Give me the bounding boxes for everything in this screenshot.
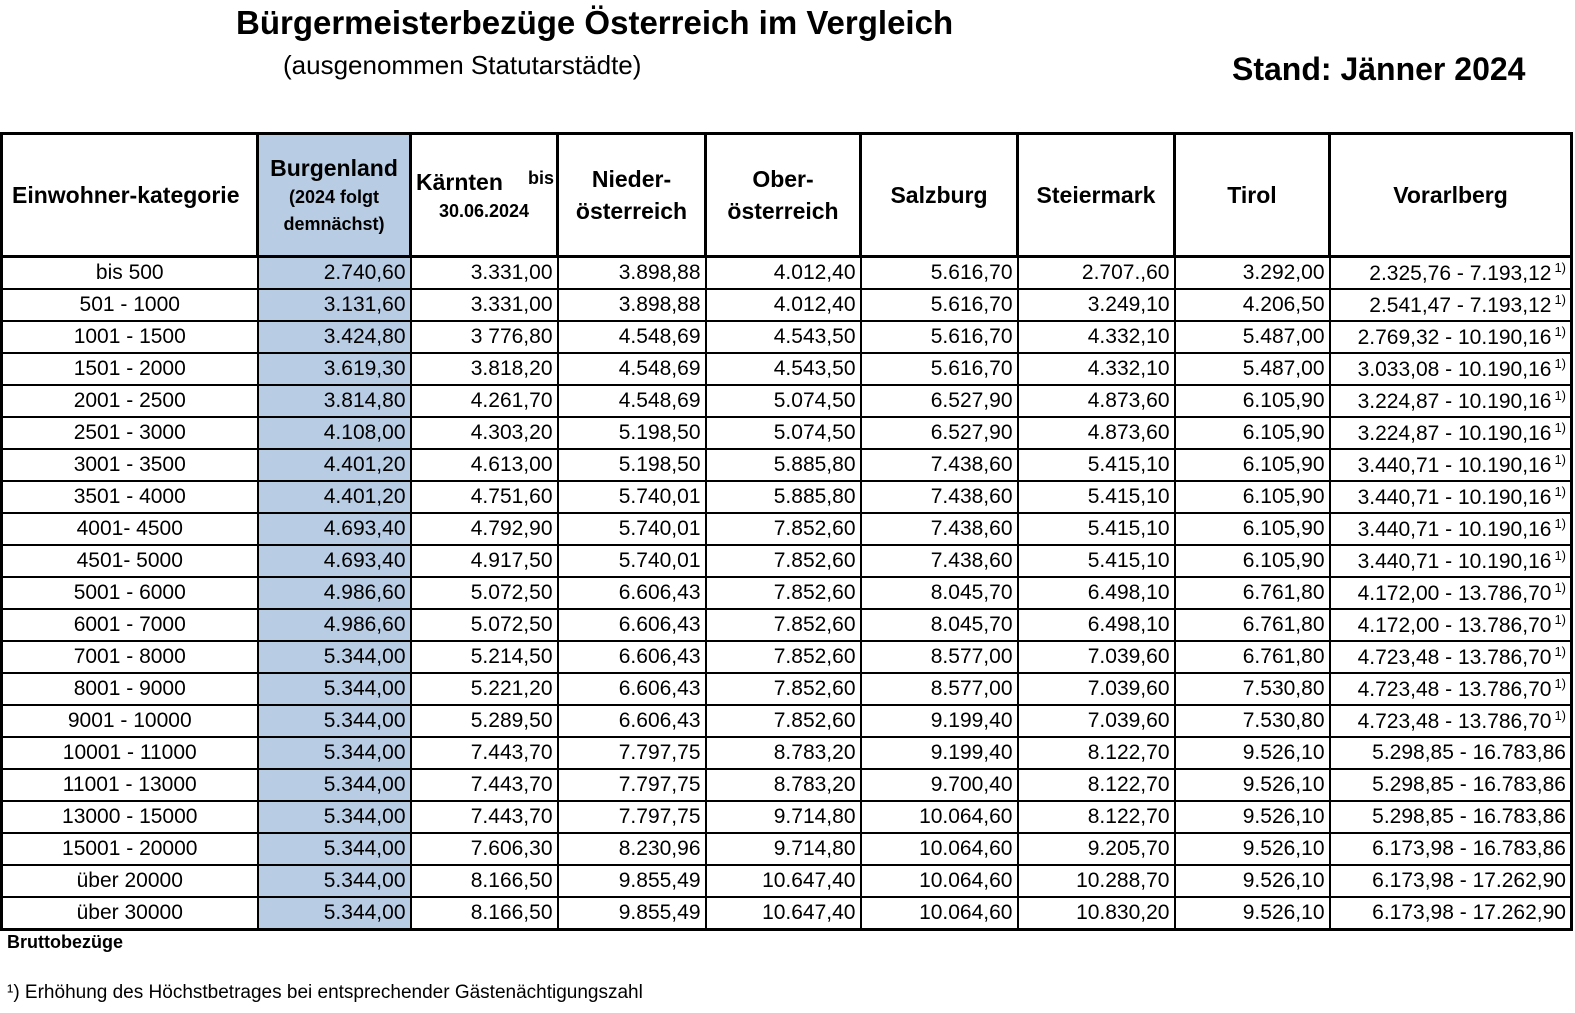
cell-tirol: 6.761,80 — [1175, 609, 1330, 641]
header-vorarlberg: Vorarlberg — [1330, 134, 1572, 257]
table-row — [2, 673, 1572, 705]
table-row — [2, 481, 1572, 513]
cell-burgenland: 3.619,30 — [258, 353, 411, 385]
cell-niederoesterreich: 3.898,88 — [558, 289, 706, 321]
cell-tirol: 5.487,00 — [1175, 353, 1330, 385]
cell-oberoesterreich: 7.852,60 — [706, 513, 861, 545]
cell-kaernten: 3.331,00 — [411, 257, 558, 290]
cell-tirol: 4.206,50 — [1175, 289, 1330, 321]
cell-vorarlberg: 3.440,71 - 10.190,16 $^{1)}$ — [1330, 545, 1572, 577]
cell-burgenland: 4.693,40 — [258, 545, 411, 577]
header-niederoesterreich: Nieder- österreich — [558, 134, 706, 257]
cell-salzburg: 8.045,70 — [861, 609, 1018, 641]
cell-salzburg: 5.616,70 — [861, 321, 1018, 353]
cell-oberoesterreich: 9.714,80 — [706, 833, 861, 865]
cell-salzburg: 6.527,90 — [861, 385, 1018, 417]
cell-burgenland: 3.131,60 — [258, 289, 411, 321]
cell-burgenland: 3.424,80 — [258, 321, 411, 353]
cell-tirol: 9.526,10 — [1175, 833, 1330, 865]
page-subtitle: (ausgenommen Statutarstädte) — [283, 50, 642, 80]
cell-oberoesterreich: 7.852,60 — [706, 545, 861, 577]
page-title: Bürgermeisterbezüge Österreich im Vergleich — [236, 4, 954, 41]
cell-category: 7001 - 8000 — [2, 641, 258, 673]
cell-kaernten: 4.261,70 — [411, 385, 558, 417]
cell-category: 9001 - 10000 — [2, 705, 258, 737]
cell-salzburg: 7.438,60 — [861, 481, 1018, 513]
cell-burgenland: 4.401,20 — [258, 481, 411, 513]
cell-steiermark: 9.205,70 — [1018, 833, 1175, 865]
table-row — [2, 609, 1572, 641]
cell-steiermark: 7.039,60 — [1018, 673, 1175, 705]
cell-tirol: 5.487,00 — [1175, 321, 1330, 353]
cell-steiermark: 8.122,70 — [1018, 769, 1175, 801]
cell-burgenland: 5.344,00 — [258, 833, 411, 865]
footnote-marker: 1) — [1554, 420, 1566, 435]
cell-category: 501 - 1000 — [2, 289, 258, 321]
cell-tirol: 6.105,90 — [1175, 545, 1330, 577]
cell-oberoesterreich: 4.543,50 — [706, 321, 861, 353]
cell-tirol: 7.530,80 — [1175, 673, 1330, 705]
cell-steiermark: 5.415,10 — [1018, 449, 1175, 481]
cell-category: bis 500 — [2, 257, 258, 290]
table-row — [2, 769, 1572, 801]
cell-steiermark: 3.249,10 — [1018, 289, 1175, 321]
cell-burgenland: 5.344,00 — [258, 801, 411, 833]
cell-kaernten: 3.331,00 — [411, 289, 558, 321]
cell-niederoesterreich: 5.198,50 — [558, 417, 706, 449]
header-oberoesterreich: Ober- österreich — [706, 134, 861, 257]
cell-niederoesterreich: 5.740,01 — [558, 481, 706, 513]
cell-tirol: 6.105,90 — [1175, 385, 1330, 417]
cell-niederoesterreich: 9.855,49 — [558, 897, 706, 930]
cell-vorarlberg: 3.440,71 - 10.190,16 $^{1)}$ — [1330, 513, 1572, 545]
table-row — [2, 449, 1572, 481]
table-row — [2, 833, 1572, 865]
cell-salzburg: 7.438,60 — [861, 513, 1018, 545]
cell-oberoesterreich: 8.783,20 — [706, 769, 861, 801]
cell-salzburg: 10.064,60 — [861, 897, 1018, 930]
cell-oberoesterreich: 4.543,50 — [706, 353, 861, 385]
cell-burgenland: 2.740,60 — [258, 257, 411, 290]
cell-burgenland: 5.344,00 — [258, 897, 411, 930]
cell-vorarlberg: 4.723,48 - 13.786,70 $^{1)}$ — [1330, 673, 1572, 705]
cell-niederoesterreich: 3.898,88 — [558, 257, 706, 290]
footnote: ¹) Erhöhung des Höchstbetrages bei entsprechender Gästenächtigungszahl — [7, 982, 643, 1003]
table-row — [2, 417, 1572, 449]
cell-steiermark: 8.122,70 — [1018, 801, 1175, 833]
cell-steiermark: 6.498,10 — [1018, 609, 1175, 641]
table-row — [2, 705, 1572, 737]
table-row — [2, 289, 1572, 321]
cell-steiermark: 7.039,60 — [1018, 641, 1175, 673]
cell-oberoesterreich: 5.885,80 — [706, 481, 861, 513]
cell-burgenland: 4.986,60 — [258, 609, 411, 641]
cell-steiermark: 5.415,10 — [1018, 545, 1175, 577]
table-row — [2, 641, 1572, 673]
cell-kaernten: 4.751,60 — [411, 481, 558, 513]
cell-burgenland: 4.401,20 — [258, 449, 411, 481]
cell-kaernten: 3 776,80 — [411, 321, 558, 353]
cell-burgenland: 5.344,00 — [258, 865, 411, 897]
cell-oberoesterreich: 8.783,20 — [706, 737, 861, 769]
cell-vorarlberg: 2.769,32 - 10.190,16 $^{1)}$ — [1330, 321, 1572, 353]
cell-steiermark: 2.707.,60 — [1018, 257, 1175, 290]
cell-steiermark: 5.415,10 — [1018, 481, 1175, 513]
cell-kaernten: 5.221,20 — [411, 673, 558, 705]
footnote-marker: 1) — [1554, 676, 1566, 691]
cell-tirol: 6.105,90 — [1175, 513, 1330, 545]
cell-vorarlberg: 5.298,85 - 16.783,86 — [1330, 801, 1572, 833]
cell-vorarlberg: 5.298,85 - 16.783,86 — [1330, 737, 1572, 769]
cell-salzburg: 10.064,60 — [861, 833, 1018, 865]
table-body — [2, 257, 1572, 930]
cell-niederoesterreich: 5.740,01 — [558, 545, 706, 577]
cell-burgenland: 5.344,00 — [258, 769, 411, 801]
cell-salzburg: 8.577,00 — [861, 673, 1018, 705]
cell-category: 6001 - 7000 — [2, 609, 258, 641]
cell-salzburg: 5.616,70 — [861, 257, 1018, 290]
cell-vorarlberg: 3.033,08 - 10.190,16 $^{1)}$ — [1330, 353, 1572, 385]
cell-burgenland: 5.344,00 — [258, 641, 411, 673]
footnote-marker: 1) — [1554, 484, 1566, 499]
cell-burgenland: 5.344,00 — [258, 737, 411, 769]
cell-oberoesterreich: 9.714,80 — [706, 801, 861, 833]
table-row — [2, 737, 1572, 769]
cell-oberoesterreich: 7.852,60 — [706, 577, 861, 609]
cell-niederoesterreich: 6.606,43 — [558, 577, 706, 609]
table-row — [2, 321, 1572, 353]
footnote-marker: 1) — [1554, 708, 1566, 723]
cell-niederoesterreich: 7.797,75 — [558, 737, 706, 769]
cell-burgenland: 4.986,60 — [258, 577, 411, 609]
cell-vorarlberg: 4.172,00 - 13.786,70 $^{1)}$ — [1330, 577, 1572, 609]
cell-category: 3501 - 4000 — [2, 481, 258, 513]
cell-niederoesterreich: 4.548,69 — [558, 321, 706, 353]
table-row — [2, 257, 1572, 290]
cell-kaernten: 7.443,70 — [411, 801, 558, 833]
footnote-marker: 1) — [1554, 292, 1566, 307]
cell-oberoesterreich: 7.852,60 — [706, 641, 861, 673]
cell-category: über 20000 — [2, 865, 258, 897]
cell-tirol: 9.526,10 — [1175, 737, 1330, 769]
cell-burgenland: 5.344,00 — [258, 705, 411, 737]
cell-kaernten: 4.917,50 — [411, 545, 558, 577]
header-category: Einwohner-kategorie — [2, 134, 258, 257]
salary-table — [0, 132, 1573, 931]
cell-salzburg: 9.199,40 — [861, 737, 1018, 769]
cell-steiermark: 10.830,20 — [1018, 897, 1175, 930]
cell-niederoesterreich: 6.606,43 — [558, 609, 706, 641]
cell-salzburg: 10.064,60 — [861, 865, 1018, 897]
cell-tirol: 9.526,10 — [1175, 897, 1330, 930]
cell-category: 11001 - 13000 — [2, 769, 258, 801]
cell-niederoesterreich: 6.606,43 — [558, 673, 706, 705]
cell-niederoesterreich: 8.230,96 — [558, 833, 706, 865]
cell-niederoesterreich: 9.855,49 — [558, 865, 706, 897]
cell-niederoesterreich: 6.606,43 — [558, 705, 706, 737]
cell-category: 3001 - 3500 — [2, 449, 258, 481]
cell-steiermark: 5.415,10 — [1018, 513, 1175, 545]
cell-burgenland: 4.693,40 — [258, 513, 411, 545]
cell-oberoesterreich: 5.885,80 — [706, 449, 861, 481]
cell-oberoesterreich: 5.074,50 — [706, 417, 861, 449]
cell-kaernten: 4.792,90 — [411, 513, 558, 545]
header-kaernten: Kärnten bis 30.06.2024 — [411, 134, 558, 257]
cell-vorarlberg: 4.723,48 - 13.786,70 $^{1)}$ — [1330, 641, 1572, 673]
cell-burgenland: 3.814,80 — [258, 385, 411, 417]
cell-oberoesterreich: 4.012,40 — [706, 289, 861, 321]
cell-kaernten: 8.166,50 — [411, 865, 558, 897]
footnote-marker: 1) — [1554, 260, 1566, 275]
cell-niederoesterreich: 6.606,43 — [558, 641, 706, 673]
cell-vorarlberg: 3.224,87 - 10.190,16 $^{1)}$ — [1330, 417, 1572, 449]
kaernten-date: 30.06.2024 — [438, 200, 530, 221]
cell-vorarlberg: 6.173,98 - 17.262,90 — [1330, 865, 1572, 897]
cell-niederoesterreich: 4.548,69 — [558, 353, 706, 385]
cell-kaernten: 7.443,70 — [411, 769, 558, 801]
cell-oberoesterreich: 10.647,40 — [706, 865, 861, 897]
cell-category: 5001 - 6000 — [2, 577, 258, 609]
cell-category: 4001- 4500 — [2, 513, 258, 545]
cell-steiermark: 8.122,70 — [1018, 737, 1175, 769]
cell-kaernten: 5.072,50 — [411, 609, 558, 641]
cell-salzburg: 5.616,70 — [861, 289, 1018, 321]
cell-category: 1001 - 1500 — [2, 321, 258, 353]
cell-oberoesterreich: 7.852,60 — [706, 673, 861, 705]
table-row — [2, 865, 1572, 897]
cell-vorarlberg: 5.298,85 - 16.783,86 — [1330, 769, 1572, 801]
brutto-note: Bruttobezüge — [7, 932, 123, 952]
table-row — [2, 513, 1572, 545]
cell-salzburg: 6.527,90 — [861, 417, 1018, 449]
cell-steiermark: 4.873,60 — [1018, 385, 1175, 417]
cell-steiermark: 4.873,60 — [1018, 417, 1175, 449]
burgenland-note: (2024 folgt demnächst) — [283, 187, 385, 235]
cell-kaernten: 7.443,70 — [411, 737, 558, 769]
cell-burgenland: 4.108,00 — [258, 417, 411, 449]
cell-tirol: 9.526,10 — [1175, 801, 1330, 833]
cell-steiermark: 7.039,60 — [1018, 705, 1175, 737]
table-row — [2, 897, 1572, 930]
cell-vorarlberg: 6.173,98 - 17.262,90 — [1330, 897, 1572, 930]
cell-salzburg: 8.577,00 — [861, 641, 1018, 673]
cell-kaernten: 3.818,20 — [411, 353, 558, 385]
cell-steiermark: 4.332,10 — [1018, 353, 1175, 385]
cell-vorarlberg: 2.325,76 - 7.193,12 $^{1)}$ — [1330, 257, 1572, 290]
cell-category: 2501 - 3000 — [2, 417, 258, 449]
cell-tirol: 9.526,10 — [1175, 769, 1330, 801]
cell-tirol: 6.105,90 — [1175, 417, 1330, 449]
footnote-marker: 1) — [1554, 548, 1566, 563]
table-row — [2, 385, 1572, 417]
cell-salzburg: 10.064,60 — [861, 801, 1018, 833]
cell-category: 2001 - 2500 — [2, 385, 258, 417]
cell-steiermark: 10.288,70 — [1018, 865, 1175, 897]
cell-salzburg: 9.700,40 — [861, 769, 1018, 801]
cell-category: 15001 - 20000 — [2, 833, 258, 865]
table-row — [2, 353, 1572, 385]
footnote-marker: 1) — [1554, 516, 1566, 531]
table-row — [2, 801, 1572, 833]
cell-tirol: 6.105,90 — [1175, 481, 1330, 513]
cell-oberoesterreich: 5.074,50 — [706, 385, 861, 417]
cell-salzburg: 7.438,60 — [861, 449, 1018, 481]
cell-salzburg: 5.616,70 — [861, 353, 1018, 385]
cell-oberoesterreich: 7.852,60 — [706, 705, 861, 737]
header-tirol: Tirol — [1175, 134, 1330, 257]
cell-tirol: 6.105,90 — [1175, 449, 1330, 481]
footnote-marker: 1) — [1554, 612, 1566, 627]
cell-category: 8001 - 9000 — [2, 673, 258, 705]
cell-category: 1501 - 2000 — [2, 353, 258, 385]
cell-vorarlberg: 3.440,71 - 10.190,16 $^{1)}$ — [1330, 481, 1572, 513]
cell-tirol: 3.292,00 — [1175, 257, 1330, 290]
table-row — [2, 545, 1572, 577]
cell-oberoesterreich: 7.852,60 — [706, 609, 861, 641]
cell-tirol: 6.761,80 — [1175, 641, 1330, 673]
footnote-marker: 1) — [1554, 324, 1566, 339]
footnote-marker: 1) — [1554, 644, 1566, 659]
cell-kaernten: 5.289,50 — [411, 705, 558, 737]
cell-oberoesterreich: 10.647,40 — [706, 897, 861, 930]
cell-kaernten: 7.606,30 — [411, 833, 558, 865]
cell-salzburg: 7.438,60 — [861, 545, 1018, 577]
cell-burgenland: 5.344,00 — [258, 673, 411, 705]
cell-steiermark: 6.498,10 — [1018, 577, 1175, 609]
cell-tirol: 7.530,80 — [1175, 705, 1330, 737]
cell-vorarlberg: 6.173,98 - 16.783,86 — [1330, 833, 1572, 865]
table-row — [2, 577, 1572, 609]
table-header-row — [2, 134, 1572, 257]
footnote-marker: 1) — [1554, 356, 1566, 371]
footnote-marker: 1) — [1554, 452, 1566, 467]
header-burgenland: Burgenland (2024 folgt demnächst) — [258, 134, 411, 257]
cell-vorarlberg: 4.723,48 - 13.786,70 $^{1)}$ — [1330, 705, 1572, 737]
cell-kaernten: 4.613,00 — [411, 449, 558, 481]
cell-salzburg: 8.045,70 — [861, 577, 1018, 609]
cell-oberoesterreich: 4.012,40 — [706, 257, 861, 290]
cell-steiermark: 4.332,10 — [1018, 321, 1175, 353]
footnote-marker: 1) — [1554, 580, 1566, 595]
header-salzburg: Salzburg — [861, 134, 1018, 257]
cell-kaernten: 8.166,50 — [411, 897, 558, 930]
cell-niederoesterreich: 7.797,75 — [558, 769, 706, 801]
date-stamp: Stand: Jänner 2024 — [1232, 51, 1526, 87]
cell-category: 4501- 5000 — [2, 545, 258, 577]
cell-kaernten: 4.303,20 — [411, 417, 558, 449]
cell-tirol: 6.761,80 — [1175, 577, 1330, 609]
cell-vorarlberg: 4.172,00 - 13.786,70 $^{1)}$ — [1330, 609, 1572, 641]
cell-category: 10001 - 11000 — [2, 737, 258, 769]
cell-niederoesterreich: 5.740,01 — [558, 513, 706, 545]
cell-niederoesterreich: 4.548,69 — [558, 385, 706, 417]
cell-niederoesterreich: 7.797,75 — [558, 801, 706, 833]
cell-vorarlberg: 3.440,71 - 10.190,16 $^{1)}$ — [1330, 449, 1572, 481]
cell-category: über 30000 — [2, 897, 258, 930]
cell-category: 13000 - 15000 — [2, 801, 258, 833]
header-steiermark: Steiermark — [1018, 134, 1175, 257]
cell-vorarlberg: 3.224,87 - 10.190,16 $^{1)}$ — [1330, 385, 1572, 417]
footnote-marker: 1) — [1554, 388, 1566, 403]
cell-niederoesterreich: 5.198,50 — [558, 449, 706, 481]
cell-kaernten: 5.214,50 — [411, 641, 558, 673]
cell-vorarlberg: 2.541,47 - 7.193,12 $^{1)}$ — [1330, 289, 1572, 321]
cell-salzburg: 9.199,40 — [861, 705, 1018, 737]
cell-tirol: 9.526,10 — [1175, 865, 1330, 897]
cell-kaernten: 5.072,50 — [411, 577, 558, 609]
